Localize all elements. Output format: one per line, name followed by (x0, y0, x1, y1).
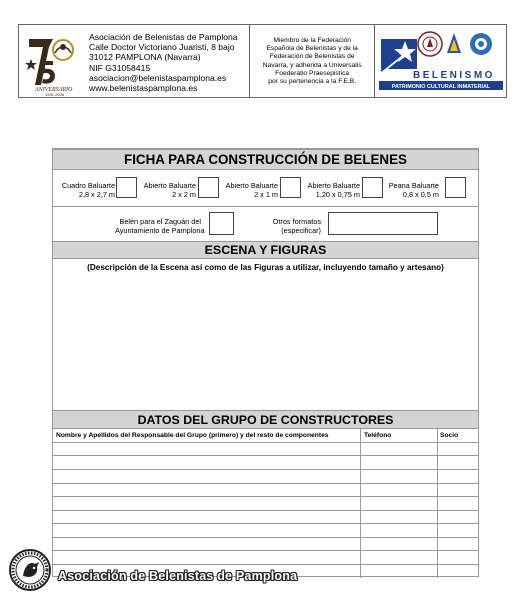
table-header-member: Socio (440, 432, 459, 439)
group-section-title: DATOS DEL GRUPO DE CONSTRUCTORES (53, 410, 478, 429)
association-nif: NIF G31058415 (89, 62, 151, 73)
association-email: asociacion@belenistaspamplona.es (89, 72, 227, 83)
column-divider (360, 429, 361, 578)
membership-line: por su pertenencia a la F.E.B. (268, 78, 357, 86)
option-peana-checkbox[interactable] (445, 177, 466, 198)
option-abierto-120-label: Abierto Baluarte 1,20 x 0,75 m (307, 181, 360, 199)
table-row[interactable] (53, 496, 478, 497)
option-peana-label: Peana Baluarte 0,8 x 0,5 m (388, 181, 439, 199)
table-header-name: Nombre y Apellidos del Responsable del Grupo (primero) y del resto de componentes (56, 432, 329, 439)
option-abierto-2x2-checkbox[interactable] (198, 177, 219, 198)
table-row[interactable] (53, 564, 478, 565)
option-zaguan-label: Belén para el Zaguán del Ayuntamiento de Pamplona (115, 217, 205, 235)
option-cuadro-label: Cuadro Baluarte 2,8 x 2,7 m (61, 181, 115, 199)
belenismo-subtitle: PATRIMONIO CULTURAL INMATERIAL (391, 84, 491, 90)
column-divider (437, 429, 438, 578)
belenismo-title: BELENISMO (413, 70, 495, 81)
federation-logos (375, 25, 506, 97)
membership-line: Federación de Belenistas de (269, 53, 355, 61)
option-abierto-2x2-label: Abierto Baluarte 2 x 2 m (143, 181, 196, 199)
table-row[interactable] (53, 523, 478, 524)
option-abierto-120-checkbox[interactable] (362, 177, 383, 198)
belenismo-star-icon (381, 39, 417, 71)
table-row[interactable] (53, 550, 478, 551)
scene-section-title: ESCENA Y FIGURAS (53, 241, 478, 259)
association-address (89, 25, 238, 97)
scene-description-area[interactable] (53, 275, 478, 409)
table-row[interactable] (53, 442, 478, 443)
table-header-phone: Teléfono (364, 432, 392, 439)
association-seal-icon (8, 548, 52, 592)
option-cuadro-checkbox[interactable] (116, 177, 137, 198)
footer-association-name: Asociación de Belenistas de Pamplona (58, 569, 298, 583)
association-block (19, 25, 250, 97)
table-row[interactable] (53, 455, 478, 456)
table-row[interactable] (53, 510, 478, 511)
anniversary-years: 1951-2026 (45, 92, 65, 97)
construction-form (52, 148, 479, 577)
option-otros-label: Otros formatos (especificar) (272, 217, 321, 235)
association-city: 31012 PAMPLONA (Navarra) (89, 52, 201, 63)
membership-line: Miembro de la Federación (273, 37, 352, 44)
letterhead (18, 24, 507, 98)
association-street: Calle Doctor Victoriano Juaristi, 8 bajo (89, 42, 235, 53)
table-row[interactable] (53, 537, 478, 538)
membership-line: Española de Belenistas y de la (266, 45, 358, 53)
anniversary-word: ANIVERSARIO (35, 87, 73, 93)
association-name: Asociación de Belenistas de Pamplona (89, 32, 238, 42)
option-abierto-2x1-label: Abierto Baluarte 2 x 1 m (225, 181, 278, 199)
form-title: FICHA PARA CONSTRUCCIÓN DE BELENES (53, 149, 478, 170)
otros-formatos-input[interactable] (328, 212, 438, 235)
table-row[interactable] (53, 469, 478, 470)
option-abierto-2x1-checkbox[interactable] (280, 177, 301, 198)
table-row[interactable] (53, 483, 478, 484)
membership-text (250, 25, 375, 97)
scene-description-note: (Descripción de la Escena así como de las Figuras a utilizar, incluyendo tamaño y artesano) (87, 263, 444, 272)
membership-line: Navarra, y adherida a Universalis (262, 61, 362, 69)
option-zaguan-checkbox[interactable] (209, 212, 234, 235)
anniversary-logo (19, 25, 89, 97)
membership-line: Foederatio Praesepistica (275, 69, 350, 77)
association-web: www.belenistaspamplona.es (89, 83, 198, 94)
